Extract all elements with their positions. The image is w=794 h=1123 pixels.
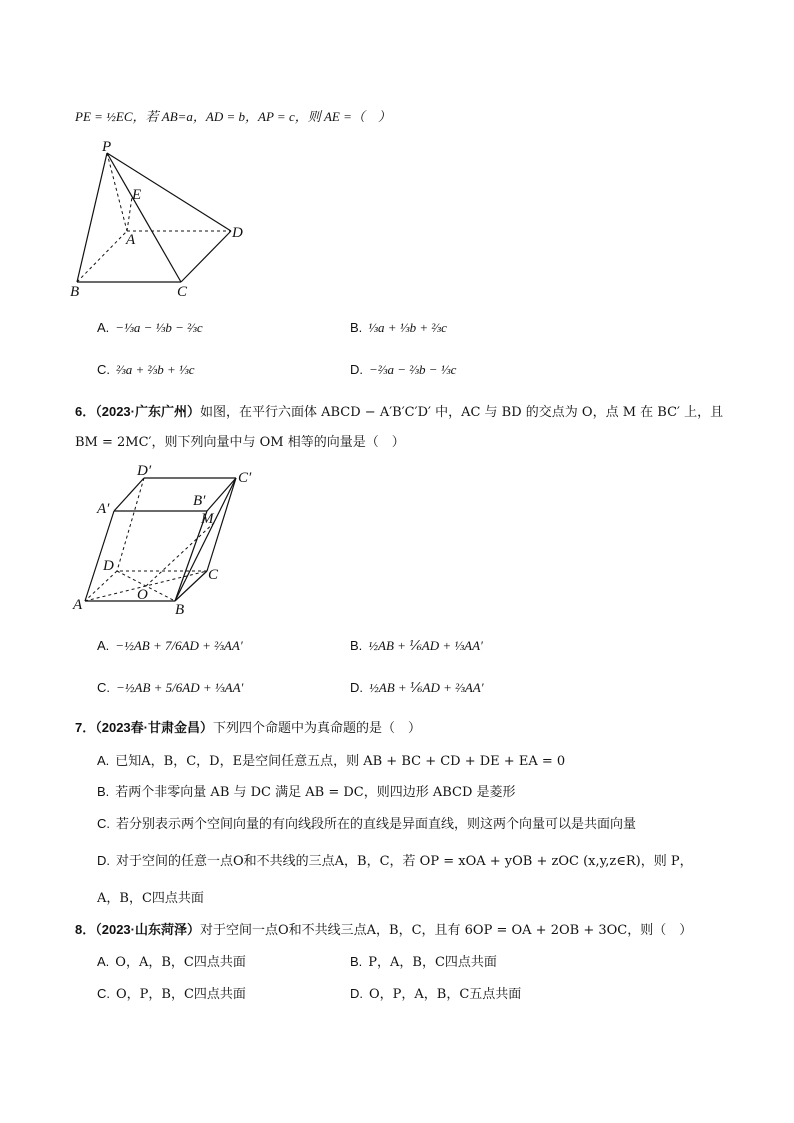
q5-option-a[interactable]: A. −⅓a − ⅓b − ⅔c <box>97 320 203 335</box>
q5-pyramid-figure <box>60 140 260 300</box>
q6-label-A-prime: A′ <box>97 501 110 517</box>
q8-option-b[interactable]: B. P，A，B，C四点共面 <box>350 954 497 970</box>
q6-label-C: C <box>208 567 219 583</box>
q6-stem-line2: BM = 2MC′，则下列向量中与 OM 相等的向量是（ ） <box>75 435 405 450</box>
q5-label-D: D <box>232 225 243 241</box>
q6-label-D: D <box>103 558 114 574</box>
q8-option-a[interactable]: A. O，A，B，C四点共面 <box>97 954 246 970</box>
q5-label-P: P <box>102 140 112 155</box>
q6-parallelepiped-figure <box>65 458 265 618</box>
q6-option-c[interactable]: C. −½AB + 5/6AD + ⅓AA′ <box>97 680 244 695</box>
q8-stem: 8．（2023·山东菏泽）对于空间一点O和不共线三点A，B，C，且有 6OP = OA + 2OB + 3OC，则（ ） <box>75 922 693 938</box>
q5-option-b[interactable]: B. ⅓a + ⅓b + ⅔c <box>350 320 447 335</box>
q5-label-C: C <box>177 284 188 300</box>
q7-option-d[interactable]: D. 对于空间的任意一点O和不共线的三点A，B，C，若 OP = xOA + yOB + zOC (x,y,z∈R)，则 P， <box>97 853 693 869</box>
q6-label-A: A <box>73 597 83 613</box>
q5-option-c[interactable]: C. ⅔a + ⅔b + ⅓c <box>97 362 195 377</box>
q5-label-E: E <box>132 187 142 203</box>
q7-option-c[interactable]: C. 若分别表示两个空间向量的有向线段所在的直线是异面直线，则这两个向量可以是共面向量 <box>97 816 637 832</box>
q7-option-a[interactable]: A. 已知A，B，C，D，E是空间任意五点，则 AB + BC + CD + DE + EA = 0 <box>97 753 566 769</box>
q7-stem: 7．（2023春·甘肃金昌）下列四个命题中为真命题的是（ ） <box>75 720 421 736</box>
q6-label-D-prime: D′ <box>137 463 152 479</box>
q6-stem-line1: 6．（2023·广东广州）如图，在平行六面体 ABCD − A′B′C′D′ 中，AC 与 BD 的交点为 O，点 M 在 BC′ 上，且 <box>75 404 724 420</box>
q6-option-d[interactable]: D. ½AB + ⅙AD + ⅔AA′ <box>350 680 484 695</box>
q5-label-B: B <box>70 284 80 300</box>
q6-label-O: O <box>137 587 148 603</box>
q5-stem: PE = ½EC，若 AB=a，AD = b，AP = c，则 AE =（ ） <box>75 109 391 124</box>
q6-label-B: B <box>175 602 185 618</box>
q6-label-C-prime: C′ <box>238 470 252 486</box>
q6-option-a[interactable]: A. −½AB + 7/6AD + ⅔AA′ <box>97 638 243 653</box>
q6-label-M: M <box>201 511 214 527</box>
q6-label-B-prime: B′ <box>193 493 206 509</box>
q8-option-d[interactable]: D. O，P，A，B，C五点共面 <box>350 986 522 1002</box>
q6-option-b[interactable]: B. ½AB + ⅙AD + ⅓AA′ <box>350 638 483 653</box>
q5-option-d[interactable]: D. −⅔a − ⅔b − ⅓c <box>350 362 457 377</box>
q7-option-d-continued: A，B，C四点共面 <box>97 891 204 906</box>
q7-option-b[interactable]: B. 若两个非零向量 AB 与 DC 满足 AB = DC，则四边形 ABCD 是菱形 <box>97 784 516 800</box>
q5-label-A: A <box>126 232 136 248</box>
q8-option-c[interactable]: C. O，P，B，C四点共面 <box>97 986 246 1002</box>
